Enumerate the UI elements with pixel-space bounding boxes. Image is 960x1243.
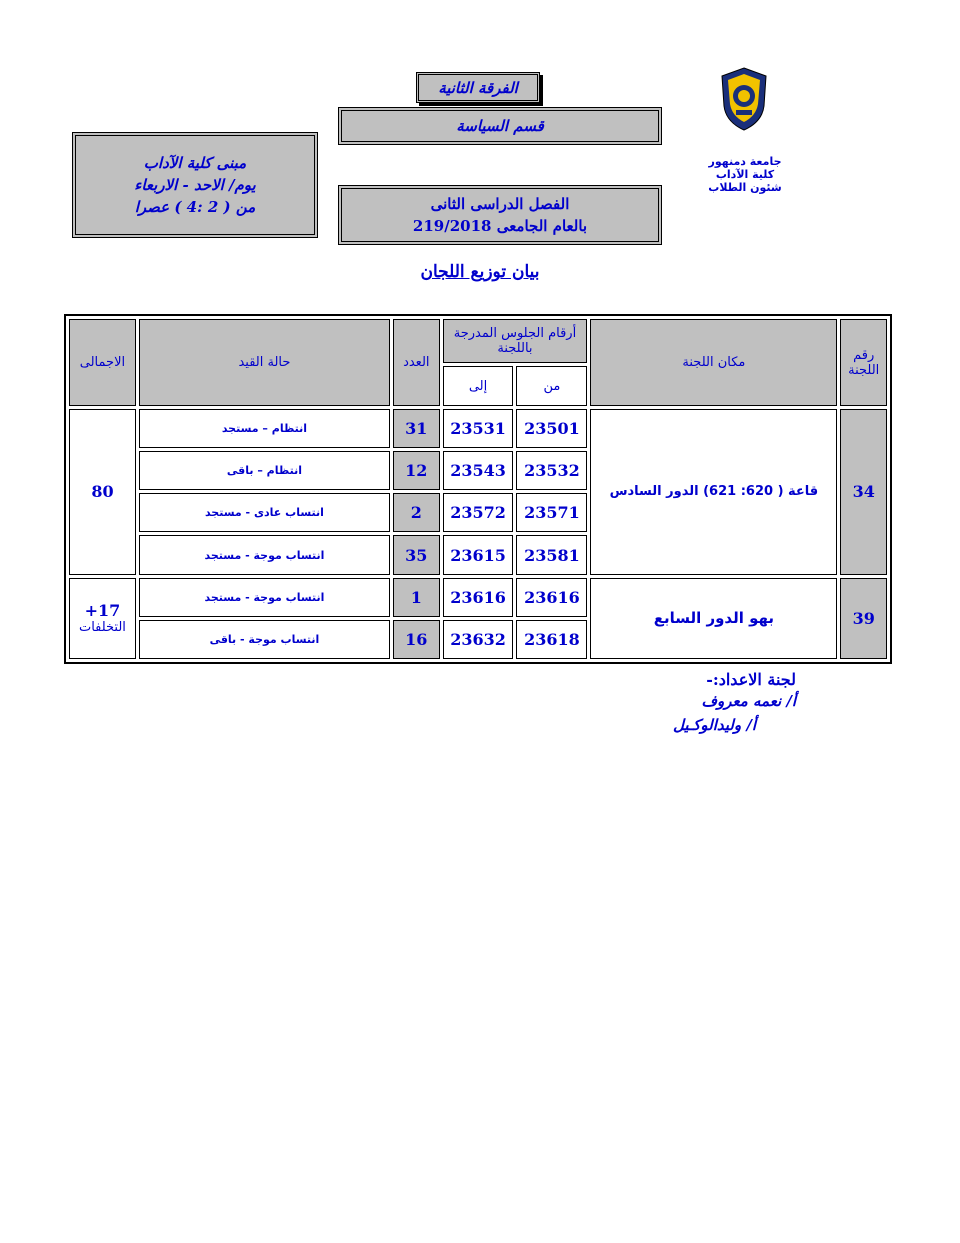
committee-place: قاعة ( 620: 621) الدور السادس [590,409,837,575]
seat-from: 23571 [516,493,587,532]
student-count: 16 [393,620,440,659]
university-info [690,155,800,194]
seat-from: 23501 [516,409,587,448]
seat-to: 23543 [443,451,514,490]
days-label: يوم/ الاحد - الاربعاء [134,176,256,194]
committee-place: بهو الدور السابع [590,578,837,659]
preparer-name-2: أ/ وليدالوكـيل [673,716,756,734]
seat-from: 23618 [516,620,587,659]
seat-from: 23532 [516,451,587,490]
group-total [69,578,136,659]
header-status: حالة القيد [139,319,390,406]
university-logo-icon [718,66,770,132]
seat-to: 23531 [443,409,514,448]
header-seat-numbers: أرقام الجلوس المدرجة باللجنة [443,319,588,363]
preparer-name-1: أ/ نعمه معروف [701,692,796,710]
office-name: شئون الطلاب [708,181,782,194]
table-row [69,409,887,448]
document-title: بيان توزيع اللجان [420,262,540,282]
header-total: الاجمالى [69,319,136,406]
university-name: جامعة دمنهور [708,155,782,168]
term-label: الفصل الدراسى الثانى [430,195,570,213]
committee-number: 39 [840,578,887,659]
student-count: 12 [393,451,440,490]
header-place: مكان اللجنة [590,319,837,406]
academic-year-label: بالعام الجامعى 219/2018 [412,217,588,235]
student-count: 1 [393,578,440,617]
seat-to: 23615 [443,535,514,574]
seat-to: 23632 [443,620,514,659]
committee-number: 34 [840,409,887,575]
prepared-by [620,670,796,737]
student-count: 35 [393,535,440,574]
enrollment-status: انتساب موجة - باقى [139,620,390,659]
prepared-by-title: لجنة الاعداد:- [706,670,796,689]
time-label: من ( 2 :4 ) عصرا [134,198,256,216]
table-row [69,578,887,617]
enrollment-status: انتساب موجة - مستجد [139,535,390,574]
enrollment-status: انتظام – باقى [139,451,390,490]
header-count: العدد [393,319,440,406]
committees-table [64,314,892,664]
student-count: 31 [393,409,440,448]
header-to: إلى [443,366,514,406]
term-box [338,185,662,245]
level-box [416,72,540,103]
enrollment-status: انتساب موجة - مستجد [139,578,390,617]
seat-to: 23572 [443,493,514,532]
group-total: 80 [69,409,136,575]
header-committee-no: رقم اللجنة [840,319,887,406]
seat-from: 23616 [516,578,587,617]
level-label: الفرقة الثانية [438,78,518,97]
total-extra: 17+ [84,601,121,621]
student-count: 2 [393,493,440,532]
total-note: التخلفات [78,620,126,636]
header-from: من [516,366,587,406]
seat-from: 23581 [516,535,587,574]
table-header-row [69,319,887,363]
department-label: قسم السياسة [456,117,544,135]
enrollment-status: انتساب عادى - مستجد [139,493,390,532]
faculty-name: كلية الآداب [715,168,775,181]
department-box [338,107,662,145]
building-label: مبنى كلية الآداب [143,154,247,172]
seat-to: 23616 [443,578,514,617]
enrollment-status: انتظام – مستجد [139,409,390,448]
schedule-box [72,132,318,238]
